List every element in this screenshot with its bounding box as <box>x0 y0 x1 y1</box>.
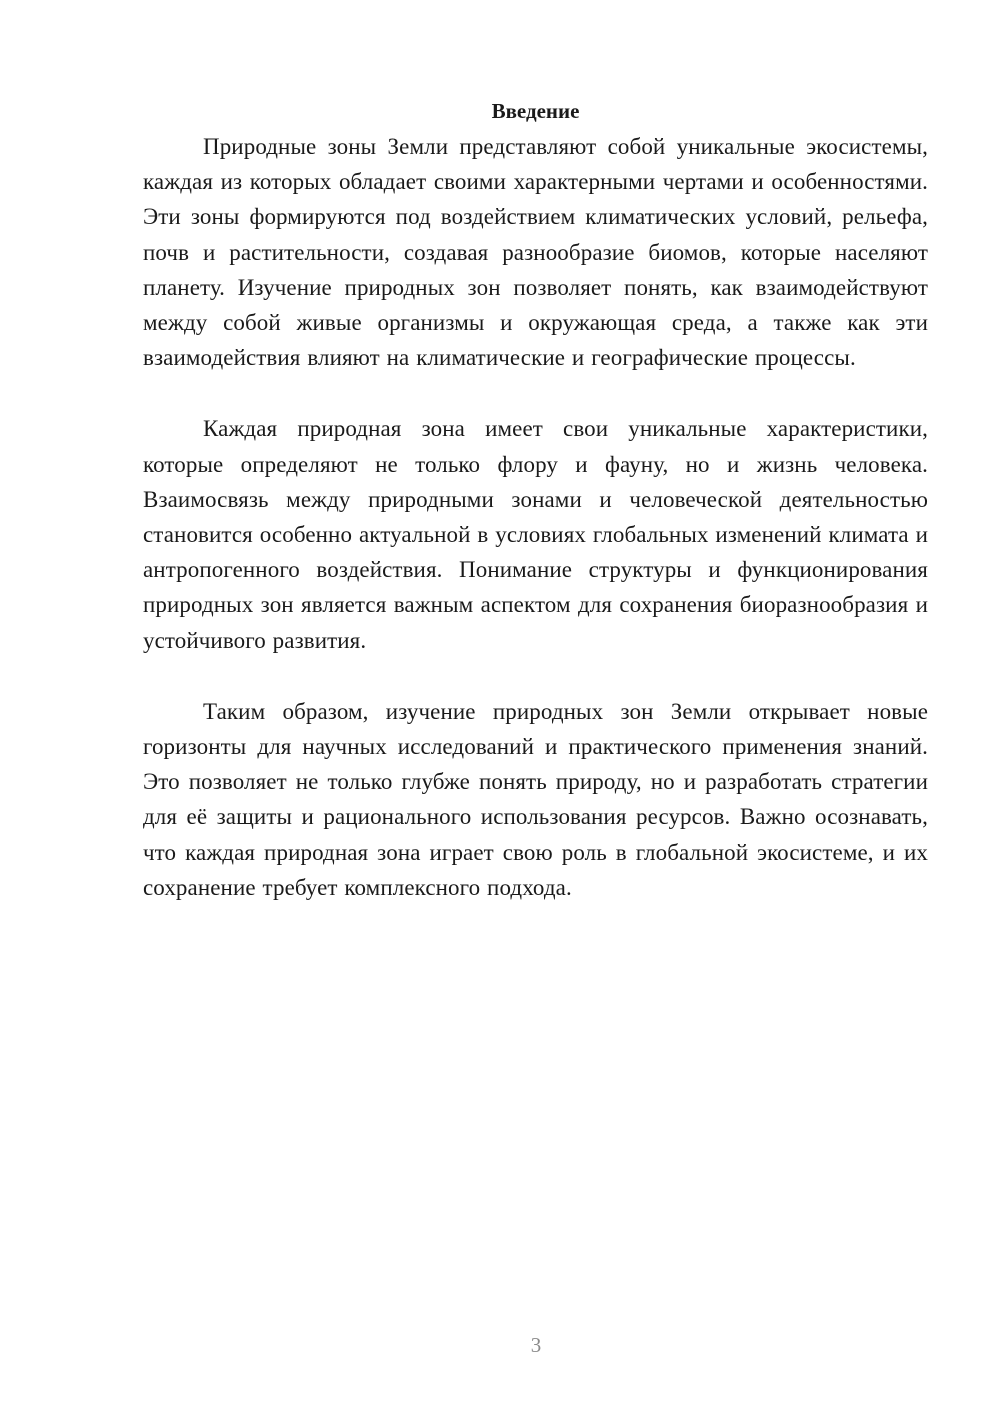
section-heading: Введение <box>491 99 580 123</box>
page-content <box>143 94 928 905</box>
paragraph-1: Природные зоны Земли представляют собой уникальные экосистемы, каждая из которых обладает своими характерными чертами и особенностями. Эти зоны формируются под воздействием климатических условий, рельефа, почв и растительности, создавая разнообразие биомов, которые населяют планету. Изучение природных зон позволяет понять, как взаимодействуют между собой живые организмы и окружающая среда, а также как эти взаимодействия влияют на климатические и географические процессы. <box>143 134 928 371</box>
paragraph-3: Таким образом, изучение природных зон Земли открывает новые горизонты для научных исследований и практического применения знаний. Это позволяет не только глубже понять природу, но и разработать стратегии для её защиты и рационального использования ресурсов. Важно осознавать, что каждая природная зона играет свою роль в глобальной экосистеме, и их сохранение требует комплексного подхода. <box>143 698 928 900</box>
page-number: 3 <box>530 1333 542 1357</box>
paragraph-2: Каждая природная зона имеет свои уникальные характеристики, которые определяют не только флору и фауну, но и жизнь человека. Взаимосвязь между природными зонами и человеческой деятельностью становится особенно актуальной в условиях глобальных изменений климата и антропогенного воздействия. Понимание структуры и функционирования природных зон является важным аспектом для сохранения биоразнообразия и устойчивого развития. <box>143 416 928 653</box>
